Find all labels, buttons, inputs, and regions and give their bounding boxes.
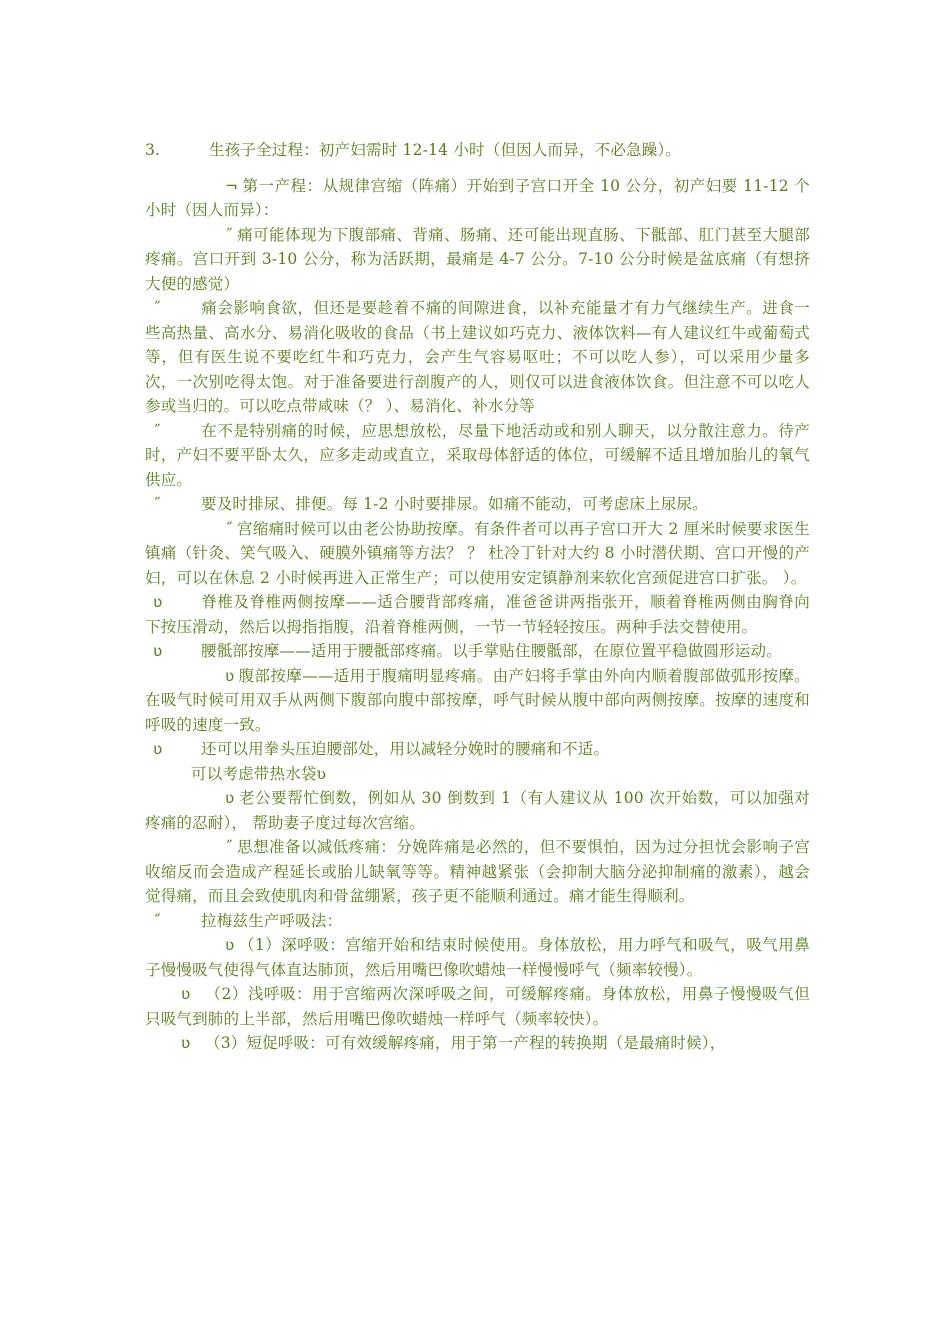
bullet-marker: ˝ xyxy=(225,519,233,538)
bullet-marker: ʋ xyxy=(181,1034,191,1052)
bullet-marker: ˝ xyxy=(153,421,161,440)
paragraph-list xyxy=(145,174,810,1056)
bullet-marker: ˝ xyxy=(225,838,233,856)
bullet-marker: ʋ xyxy=(153,642,163,660)
paragraph xyxy=(145,909,810,934)
paragraph-text: 可以考虑带热水袋ʋ xyxy=(191,764,327,783)
paragraph-text: 第一产程：从规律宫缩（阵痛）开始到子宫口开全 10 公分，初产妇要 11-12 个小时（因人而异）： xyxy=(145,176,810,219)
paragraph xyxy=(145,590,810,639)
paragraph xyxy=(145,762,810,787)
paragraph-text: 思想准备以减低疼痛：分娩阵痛是必然的，但不要惧怕，因为过分担忧会影响子宫收缩反而会造成产程延长或胎儿缺氧等等。精神越紧张（会抑制大脑分泌抑制痛的激素），越会觉得痛，而且会致使肌肉和骨盆绷紧，孩子更不能顺利通过。痛才能生得顺利。 xyxy=(145,838,810,905)
paragraph-text: 老公要帮忙倒数，例如从 30 倒数到 1（有人建议从 100 次开始数，可以加强对疼痛的忍耐）， 帮助妻子度过每次宫缩。 xyxy=(145,789,810,832)
section-heading-text: 生孩子全过程：初产妇需时 12-14 小时（但因人而异，不必急躁）。 xyxy=(209,141,682,159)
document-body xyxy=(145,138,810,1056)
paragraph-text: （1）深呼吸：宫缩开始和结束时候使用。身体放松，用力呼气和吸气，吸气用鼻子慢慢吸气使得气体直达肺顶，然后用嘴巴像吹蜡烛一样慢慢呼气（频率较慢）。 xyxy=(145,936,810,979)
paragraph-text: 在不是特别痛的时候，应思想放松，尽量下地活动或和别人聊天，以分散注意力。待产时，产妇不要平卧太久，应多走动或直立，采取母体舒适的体位，可缓解不适且增加胎儿的氧气供应。 xyxy=(145,421,810,489)
bullet-marker: ˝ xyxy=(225,225,233,244)
paragraph-text: 宫缩痛时候可以由老公协助按摩。有条件者可以再子宫口开大 2 厘米时候要求医生镇痛（针灸、笑气吸入、硬膜外镇痛等方法？ ？ 杜冷丁针对大约 8 小时潜伏期、宫口开慢的产妇，可以在休息 2 小时候再进入正常生产；可以使用安定镇静剂来软化宫颈促进宫口扩张。 ）。 xyxy=(145,519,810,587)
paragraph xyxy=(145,517,810,591)
bullet-marker: ʋ xyxy=(225,789,235,807)
paragraph-text: 要及时排尿、排便。每 1-2 小时要排尿。如痛不能动，可考虑床上尿尿。 xyxy=(201,495,708,513)
paragraph-text: （2）浅呼吸：用于宫缩两次深呼吸之间，可缓解疼痛。身体放松，用鼻子慢慢吸气但只吸气到肺的上半部，然后用嘴巴像吹蜡烛一样呼气（频率较快）。 xyxy=(145,985,810,1028)
bullet-marker: ʋ xyxy=(181,985,191,1003)
section-number: 3. xyxy=(145,141,161,159)
section-heading xyxy=(145,138,810,163)
paragraph xyxy=(145,786,810,835)
bullet-marker: ¬ xyxy=(225,176,239,195)
paragraph xyxy=(145,664,810,738)
paragraph xyxy=(145,174,810,223)
paragraph-text: 还可以用拳头压迫腰部处，用以减轻分娩时的腰痛和不适。 xyxy=(201,740,610,758)
paragraph-text: 脊椎及脊椎两侧按摩——适合腰背部疼痛，准爸爸讲两指张开，顺着脊椎两侧由胸脊向下按压滑动，然后以拇指指腹，沿着脊椎两侧，一节一节轻轻按压。两种手法交替使用。 xyxy=(145,593,810,636)
paragraph-text: 腹部按摩——适用于腹痛明显疼痛。由产妇将手掌由外向内顺着腹部做弧形按摩。在吸气时候可用双手从两侧下腹部向腹中部按摩，呼气时候从腹中部向两侧按摩。按摩的速度和呼吸的速度一致。 xyxy=(145,666,810,734)
bullet-marker: ʋ xyxy=(153,740,163,758)
paragraph xyxy=(145,737,810,762)
paragraph-text: 痛可能体现为下腹部痛、背痛、肠痛、还可能出现直肠、下骶部、肛门甚至大腿部疼痛。宫口开到 3-10 公分，称为活跃期，最痛是 4-7 公分。7-10 公分时候是盆底痛（有想挤大便的感觉） xyxy=(145,225,810,293)
bullet-marker: ˝ xyxy=(153,911,161,930)
bullet-marker: ˝ xyxy=(153,299,161,317)
paragraph xyxy=(145,639,810,664)
paragraph xyxy=(145,223,810,297)
paragraph xyxy=(145,933,810,982)
bullet-marker: ˝ xyxy=(153,495,161,513)
paragraph xyxy=(145,1031,810,1056)
paragraph xyxy=(145,296,810,419)
paragraph xyxy=(145,419,810,493)
paragraph xyxy=(145,982,810,1031)
bullet-marker: ʋ xyxy=(153,593,163,611)
paragraph-text: 腰骶部按摩——适用于腰骶部疼痛。以手掌贴住腰骶部，在原位置平稳做圆形运动。 xyxy=(201,642,782,660)
paragraph-text: （3）短促呼吸：可有效缓解疼痛，用于第一产程的转换期（是最痛时候）， xyxy=(205,1034,726,1052)
bullet-marker: ʋ xyxy=(225,666,235,685)
paragraph-text: 拉梅兹生产呼吸法： xyxy=(201,911,343,930)
paragraph-text: 痛会影响食欲，但还是要趁着不痛的间隙进食，以补充能量才有力气继续生产。进食一些高热量、高水分、易消化吸收的食品（书上建议如巧克力、液体饮料—有人建议红牛或葡萄式等，但有医生说不要吃红牛和巧克力，会产生气容易呕吐；不可以吃人参），可以采用少量多次，一次别吃得太饱。对于准备要进行剖腹产的人，则仅可以进食液体饮食。但注意不可以吃人参或当归的。可以吃点带咸味（？ ）、易消化、补水分等 xyxy=(145,299,810,415)
paragraph xyxy=(145,492,810,517)
bullet-marker: ʋ xyxy=(225,936,235,954)
paragraph xyxy=(145,835,810,909)
